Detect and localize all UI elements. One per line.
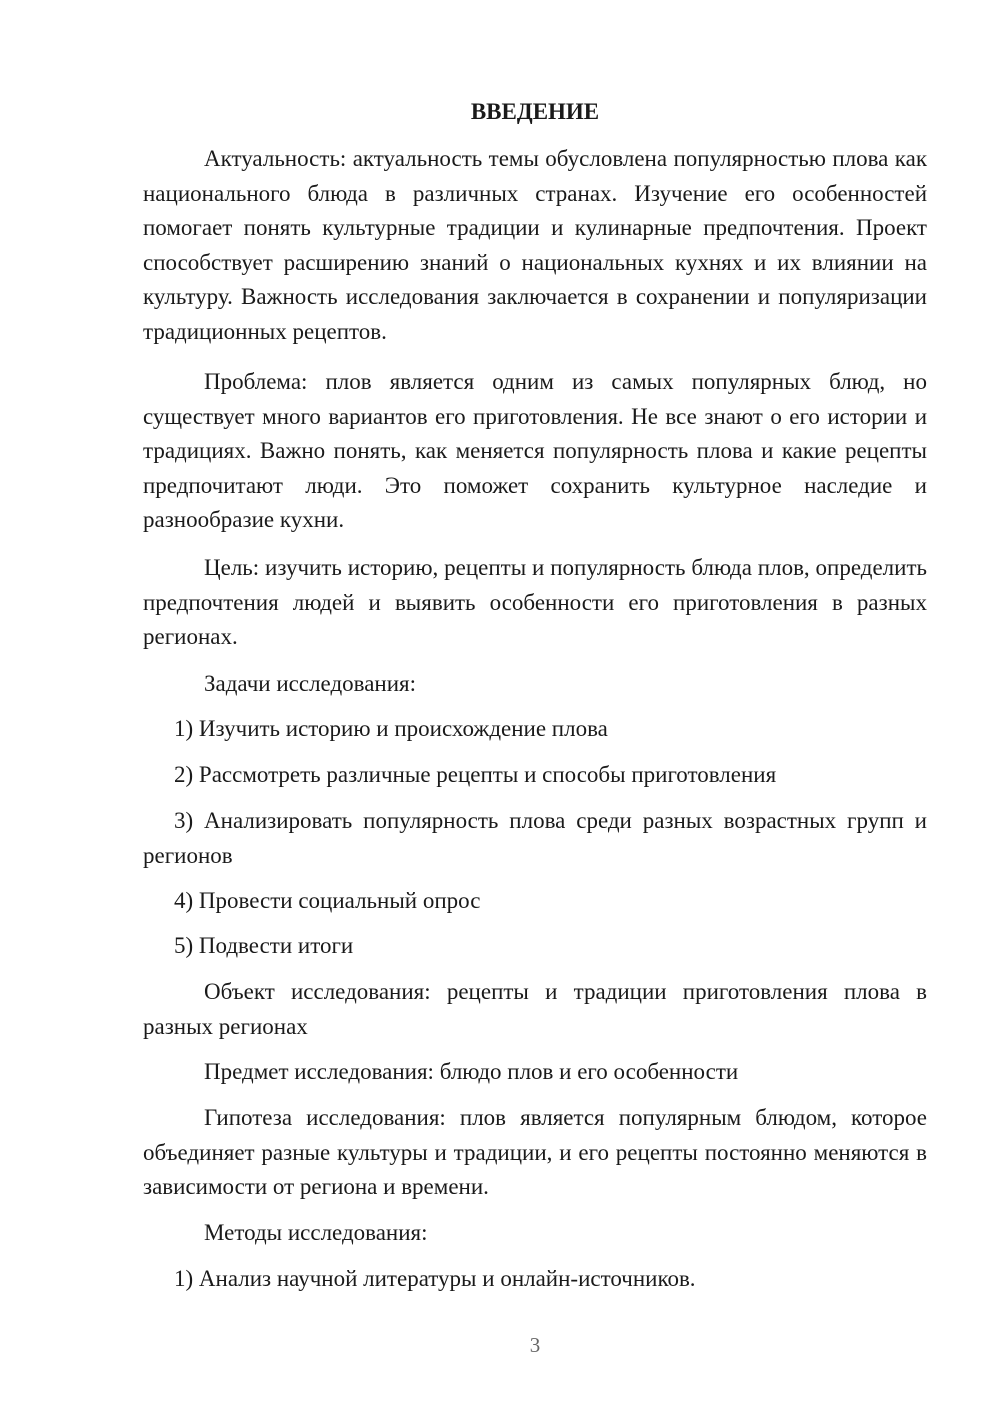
method-item-1: 1) Анализ научной литературы и онлайн-источников. [174, 1266, 696, 1291]
task-item-2: 2) Рассмотреть различные рецепты и способы приготовления [174, 762, 777, 787]
paragraph-object: Объект исследования: рецепты и традиции приготовления плова в разных регионах [143, 979, 927, 1039]
task-item-3: 3) Анализировать популярность плова среди разных возрастных групп и регионов [143, 808, 927, 868]
methods-heading: Методы исследования: [204, 1220, 428, 1245]
document-page [143, 0, 927, 1414]
task-item-5: 5) Подвести итоги [174, 933, 354, 958]
paragraph-problem: Проблема: плов является одним из самых популярных блюд, но существует много вариантов его приготовления. Не все знают о его истории и традициях. Важно понять, как меняется популярность плова и какие рецепты предпочитают люди. Это поможет сохранить культурное наследие и разнообразие кухни. [143, 369, 927, 533]
paragraph-subject: Предмет исследования: блюдо плов и его особенности [204, 1059, 739, 1084]
task-item-1: 1) Изучить историю и происхождение плова [174, 716, 608, 741]
page-number: 3 [529, 1333, 541, 1357]
paragraph-goal: Цель: изучить историю, рецепты и популярность блюда плов, определить предпочтения людей и выявить особенности его приготовления в разных регионах. [143, 555, 927, 650]
tasks-heading: Задачи исследования: [204, 671, 417, 696]
paragraph-hypothesis: Гипотеза исследования: плов является популярным блюдом, которое объединяет разные культуры и традиции, и его рецепты постоянно меняются в зависимости от региона и времени. [143, 1105, 927, 1200]
task-item-4: 4) Провести социальный опрос [174, 888, 481, 913]
paragraph-relevance: Актуальность: актуальность темы обусловлена популярностью плова как национального блюда в различных странах. Изучение его особенностей помогает понять культурные традиции и кулинарные предпочтения. Проект способствует расширению знаний о национальных кухнях и их влиянии на культуру. Важность исследования заключается в сохранении и популяризации традиционных рецептов. [143, 146, 927, 344]
page-title: ВВЕДЕНИЕ [470, 99, 600, 124]
